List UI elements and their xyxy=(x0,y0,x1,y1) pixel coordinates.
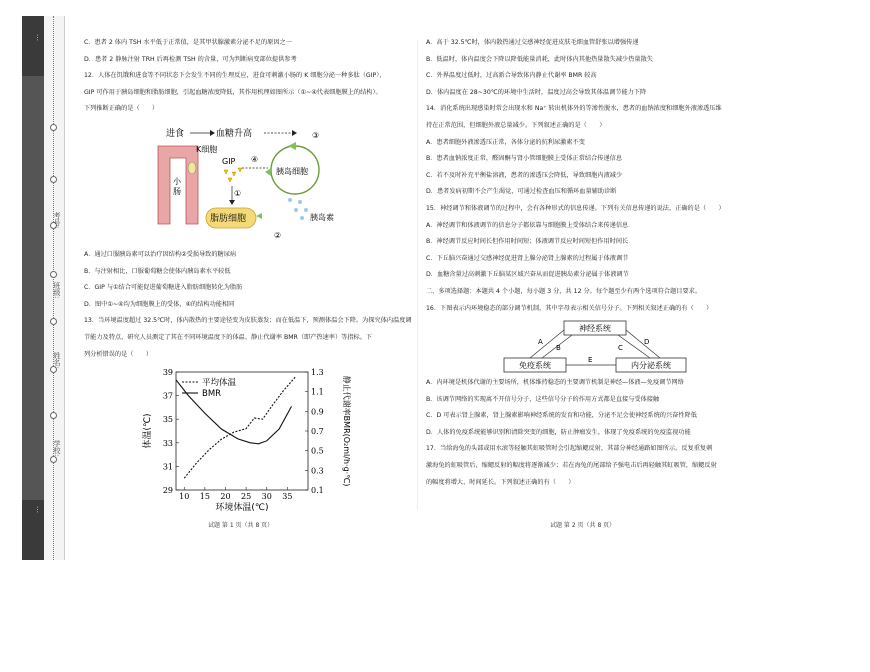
q12-stem-line: GIP 可作用于胰岛细胞和脂肪细胞，引起血糖浓度降低，其作用机理如图所示（①~④代表细胞膜上的结构）。 xyxy=(84,88,382,96)
q13-option-a: A．高于 32.5℃时，体内散热通过交感神经促进皮肤毛细血管舒张以增强传递 xyxy=(426,39,639,46)
receptor-2-shape xyxy=(256,213,262,219)
x-tick-label: 25 xyxy=(241,492,252,501)
column-divider xyxy=(417,40,418,510)
q13-option-b: B．低温时，体内温度会下降以降低能量消耗，此时体内其他热量散失减少热量散失 xyxy=(426,55,653,63)
binding-strip-dark xyxy=(22,16,44,560)
y-right-tick-label: 0.9 xyxy=(311,407,324,417)
q15-stem: 15．神经调节和体液调节的过程中，会有各种形式的信息传递。下列有关信息传递的说法，正确的是（ ） xyxy=(426,204,725,212)
binding-mark: … xyxy=(35,34,43,41)
y-left-tick-label: 29 xyxy=(162,486,173,495)
intestine-label-1: 小 xyxy=(173,177,181,186)
k-cell-shape xyxy=(188,162,196,174)
left-column xyxy=(84,38,414,121)
y-right-tick-label: 0.7 xyxy=(311,427,324,436)
q14-stem-line: 14．消化系统出现感染时常会出现水和 Na⁺ 转出机体外的等渗性脱水，患者的血钠浓度和细胞外液渗透压维 xyxy=(426,105,722,113)
temperature-bmr-chart xyxy=(138,362,356,514)
legend-label: BMR xyxy=(202,389,222,399)
gip-molecules xyxy=(224,168,242,182)
q17-stem-line: 激海兔的虹吸管后，缩鳃反射的幅度将逐渐减少；若在海兔的尾部给予强电击后再轻触其虹吸管，缩鳃反射 xyxy=(426,461,717,469)
q17-stem-line: 17．当给海兔的头部或用水滚等轻触其虹吸管时会引起缩鳃反射，其部分神经通路如图所示。反复重复刺 xyxy=(426,445,713,453)
binding-block-top xyxy=(22,16,44,76)
q15-option-b: B．神经调节反应时间长但作用时间短；体液调节反应时间短但作用时间长 xyxy=(426,238,629,246)
y-right-tick-label: 0.5 xyxy=(311,446,324,456)
binding-hole xyxy=(50,176,57,183)
diagram-intake-label: 进食 xyxy=(166,129,185,139)
x-tick-label: 10 xyxy=(179,492,190,501)
q12-option-a: A．通过口服胰岛素可以治疗因结构②受损导致的糖尿病 xyxy=(84,251,237,258)
q13-stem-line: 节能力及特点，研究人员测定了其在不同环境温度下的体温、静止代谢率 BMR（即产热速率）等指标。下 xyxy=(84,333,373,341)
binding-hole xyxy=(50,124,57,131)
insulin-label: 胰岛素 xyxy=(310,213,334,222)
class-label: 班级: xyxy=(53,282,61,299)
y-left-tick-label: 35 xyxy=(162,415,173,425)
q11-option-c: C．患者 2 体内 TSH 水平低于正常值，是其甲状腺激素分泌不足的原因之一 xyxy=(84,39,292,46)
signal-a-label: A xyxy=(538,338,543,346)
x-tick-label: 20 xyxy=(220,492,231,501)
signal-b-label: B xyxy=(556,344,561,352)
legend-label: 平均体温 xyxy=(202,378,237,388)
arrow-head xyxy=(210,130,215,136)
q12-stem-line: 12．人体在饥饿和进食等不同状态下会发生不同的生理反应，进食可刺激小肠的 K 细胞分泌一种多肽（GIP）， xyxy=(84,72,386,80)
regulation-network-diagram xyxy=(500,318,690,374)
intestine-label-2: 肠 xyxy=(173,187,181,196)
binding-hole xyxy=(50,456,57,463)
y-left-axis-label: 体温(℃) xyxy=(143,413,153,449)
endocrine-system-label: 内分泌系统 xyxy=(631,361,671,370)
q16-option-c: C．D 可表示肾上腺素，肾上腺素影响神经系统的发育和功能，分泌不足会使神经系统的兴奋性降低 xyxy=(426,412,697,420)
y-left-tick-label: 31 xyxy=(162,462,173,472)
q17-stem-line: 的幅度将增大、时间延长。下列叙述正确的有（ ） xyxy=(426,478,575,486)
q13-option-d: D．体内温度在 28~30℃的环境中生活时，温度过高会导致其体温调节能力下降 xyxy=(426,88,647,96)
y-right-tick-label: 1.1 xyxy=(311,387,324,397)
q13-option-c: C．外界温度过低时，过高新合导致体内静止代谢率 BMR 较高 xyxy=(426,72,597,80)
right-column xyxy=(426,38,782,320)
gip-label: GIP xyxy=(222,157,236,166)
q11-option-d: D．患者 2 静脉注射 TRH 后再检测 TSH 的含量，可为判断病变部位提供参考 xyxy=(84,55,297,63)
signal-e-label: E xyxy=(588,356,593,364)
receptor-4-label: ④ xyxy=(251,155,259,164)
q16-option-a: A．内环境是机体代谢的主要场所，机体维持稳态的主要调节机制是神经—体液—免疫调节网络 xyxy=(426,379,684,386)
binding-hole xyxy=(50,412,57,419)
q14-option-d: D．患者发病初期不会产生渴觉，可通过检查血压和循环血量辅助诊断 xyxy=(426,188,617,196)
y-left-tick-label: 33 xyxy=(162,438,173,448)
y-right-axis-label: 静止代谢率BMR(O₂ml/h·g·℃) xyxy=(342,375,351,487)
q12-option-d: D．图中①~④均为细胞膜上的受体，④的结构功能相同 xyxy=(84,300,235,308)
q12-stem-line: 下列推断正确的是（ ） xyxy=(84,105,159,113)
q14-option-b: B．患者血钠浓度正常，醛固酮与肾小管细胞膜上受体正常结合传递信息 xyxy=(426,155,623,163)
q13-stem-line: 13．当环境温度超过 32.5℃时，体内散热的主要途径变为皮肤蒸发；而在低温下，预测体温会下降。为探究体内温度调 xyxy=(84,317,412,325)
signal-c-label: C xyxy=(618,344,623,352)
q12-option-b: B．与注射相比，口服葡萄糖会使体内胰岛素水平较低 xyxy=(84,267,231,275)
nerve-system-label: 神经系统 xyxy=(579,324,611,333)
arrow-head xyxy=(292,130,297,136)
q13-stem-line: 列分析错误的是（ ） xyxy=(84,350,153,358)
x-tick-label: 30 xyxy=(261,492,272,501)
series-line-2 xyxy=(176,380,292,444)
q14-option-c: C．若不及时补充平衡盐溶液，患者的渗透压会降低，导致细胞内液减少 xyxy=(426,171,623,179)
receptor-2-label: ② xyxy=(274,231,282,240)
binding-hole xyxy=(50,318,57,325)
name-label: 姓名: xyxy=(53,352,61,369)
section-2-heading: 二、多项选择题：本题共 4 个小题，每小题 3 分，共 12 分。每个题至少有两个选项符合题目要求。 xyxy=(426,287,702,295)
q12-options xyxy=(84,250,414,366)
insulin-vesicles xyxy=(288,198,308,220)
y-right-tick-label: 1.3 xyxy=(311,368,324,377)
right-page-footer: 试题 第 2 页（共 8 页） xyxy=(550,522,616,529)
x-axis-label: 环境体温(℃) xyxy=(215,503,269,513)
q14-stem-line: 持在正常范围，但细胞外液总量减少。下列叙述正确的是（ ） xyxy=(426,121,606,129)
fat-cell-label: 脂肪细胞 xyxy=(210,214,247,224)
series-line-1 xyxy=(184,377,295,478)
binding-mark: … xyxy=(35,506,43,513)
receptor-4-shape xyxy=(265,168,271,176)
q14-option-a: A．患者细胞外液渗透压正常，各体分泌的抗利尿激素不变 xyxy=(426,138,585,146)
y-left-tick-label: 39 xyxy=(162,368,173,377)
q16-option-d: D．人体的免疫系统能够识别和清除突变的细胞，防止肿瘤发生，体现了免疫系统的免疫监视功能 xyxy=(426,428,691,436)
q16-options xyxy=(426,378,782,494)
receptor-1-label: ① xyxy=(234,189,242,198)
school-label: 学校: xyxy=(53,440,61,457)
q12-option-c: C．GIP 与①结合可能促进葡萄糖进入脂肪细胞转化为脂肪 xyxy=(84,284,243,292)
q15-option-a: A．神经调节和体液调节的信息分子都依靠与细胞膜上受体结合来传递信息 xyxy=(426,221,629,229)
q15-option-c: C．下丘脑兴奋通过交感神经促进肾上腺分泌肾上腺素的过程属于体液调节 xyxy=(426,254,629,262)
receptor-3-label: ③ xyxy=(312,131,320,140)
islet-cell-label: 胰岛细胞 xyxy=(276,167,308,176)
q16-option-b: B．该调节网络的实现离不开信号分子，这些信号分子的作用方式都是直接与受体接触 xyxy=(426,395,660,403)
x-tick-label: 15 xyxy=(199,492,210,501)
q16-stem: 16．下图表示内环境稳态的部分调节机制，其中字母表示相关信号分子。下列相关叙述正确的有（ ） xyxy=(426,304,713,312)
y-right-tick-label: 0.3 xyxy=(311,466,324,476)
binding-hole xyxy=(50,271,57,278)
y-right-tick-label: 0.1 xyxy=(311,486,324,495)
y-left-tick-label: 37 xyxy=(162,391,173,401)
exam-number-label: 考号: xyxy=(53,212,61,229)
left-page-footer: 试题 第 1 页（共 8 页） xyxy=(208,522,274,529)
immune-system-label: 免疫系统 xyxy=(519,361,551,370)
gip-mechanism-diagram xyxy=(150,124,350,244)
plot-frame xyxy=(176,372,308,490)
x-tick-label: 35 xyxy=(282,492,293,501)
arrow-head xyxy=(229,200,235,205)
k-cell-label: K细胞 xyxy=(196,145,218,154)
diagram-glucose-label: 血糖升高 xyxy=(216,129,253,139)
signal-d-label: D xyxy=(644,338,650,346)
q15-option-d: D．血糖含量过高刺激下丘脑某区域兴奋从而促进胰岛素分泌属于体液调节 xyxy=(426,271,629,279)
